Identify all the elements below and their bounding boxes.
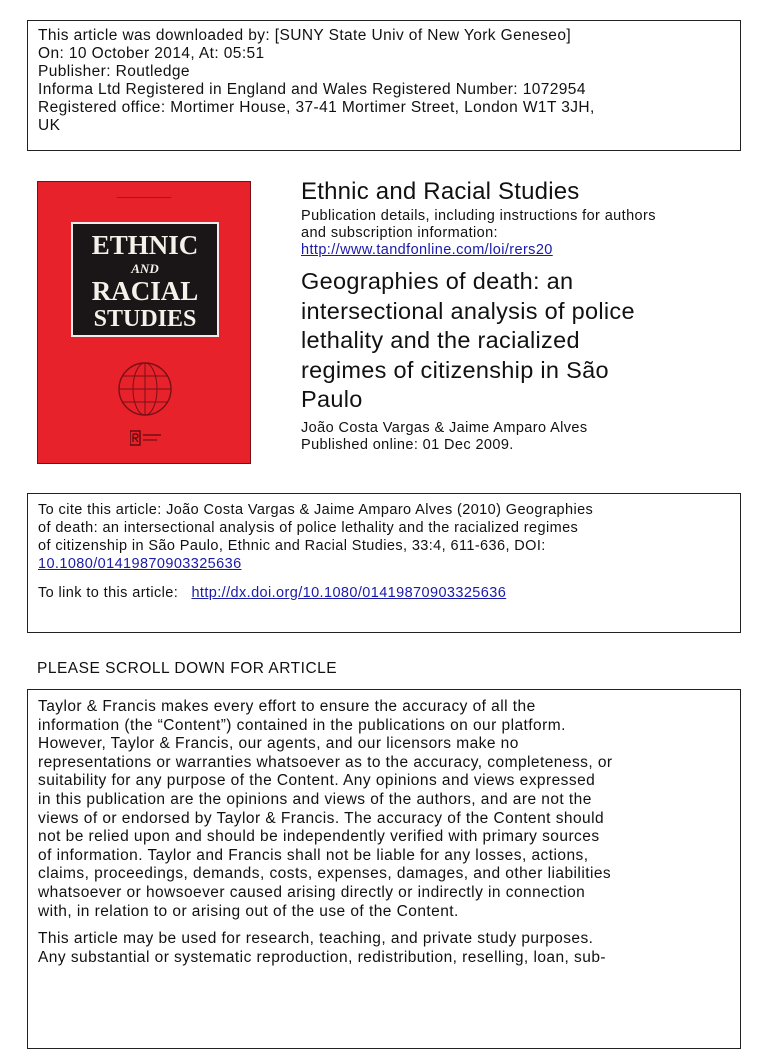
article-header: [301, 178, 741, 454]
download-line: Registered office: Mortimer House, 37-41 Mortimer Street, London W1T 3JH,: [38, 99, 595, 116]
disclaimer-line: Taylor & Francis makes every effort to ensure the accuracy of all the: [38, 698, 536, 715]
disclaimer-line: of information. Taylor and Francis shall not be liable for any losses, actions,: [38, 846, 589, 864]
article-link-label: To link to this article:: [38, 585, 179, 601]
disclaimer-line: claims, proceedings, demands, costs, expenses, damages, and other liabilities: [38, 865, 612, 883]
article-title-line: Paulo: [301, 386, 363, 412]
article-link-row: [38, 584, 730, 602]
download-line: On: 10 October 2014, At: 05:51: [38, 45, 265, 62]
article-title: [301, 267, 741, 415]
cover-title-line: AND: [131, 261, 159, 276]
publication-details-line: and subscription information:: [301, 225, 498, 241]
disclaimer-line: in this publication are the opinions and views of the authors, and are not the: [38, 790, 592, 808]
disclaimer-line: information (the “Content”) contained in the publications on our platform.: [38, 716, 566, 734]
download-line: UK: [38, 117, 61, 134]
publication-details: [301, 208, 741, 259]
disclaimer-paragraph: [38, 930, 730, 967]
disclaimer-box: [27, 689, 741, 1049]
publication-details-line: Publication details, including instructions for authors: [301, 208, 656, 224]
globe-icon: [116, 360, 174, 418]
journal-url-link[interactable]: http://www.tandfonline.com/loi/rers20: [301, 242, 553, 258]
authors: João Costa Vargas & Jaime Amparo Alves: [301, 419, 588, 436]
citation-line: of citizenship in São Paulo, Ethnic and Racial Studies, 33:4, 611-636, DOI:: [38, 538, 546, 554]
download-line: Publisher: Routledge: [38, 63, 190, 80]
download-notice-box: [27, 20, 741, 151]
download-line: This article was downloaded by: [SUNY State Univ of New York Geneseo]: [38, 27, 572, 44]
disclaimer-paragraph: [38, 698, 730, 921]
article-url-link[interactable]: http://dx.doi.org/10.1080/01419870903325636: [191, 585, 507, 601]
cover-title-panel: [71, 222, 219, 337]
disclaimer-line: suitability for any purpose of the Content. Any opinions and views expressed: [38, 772, 596, 790]
cover-volume-text: ───────────: [116, 194, 172, 202]
cover-title-line: RACIAL: [91, 276, 199, 306]
published-date: Published online: 01 Dec 2009.: [301, 436, 514, 453]
article-title-line: lethality and the racialized: [301, 327, 580, 353]
citation-line: To cite this article: João Costa Vargas & Jaime Amparo Alves (2010) Geographies: [38, 502, 594, 518]
article-title-line: Geographies of death: an: [301, 268, 574, 294]
disclaimer-line: representations or warranties whatsoever as to the accuracy, completeness, or: [38, 753, 613, 771]
journal-title: Ethnic and Racial Studies: [301, 178, 580, 205]
cover-title-line: ETHNIC: [91, 230, 199, 260]
disclaimer-line: whatsoever or howsoever caused arising directly or indirectly in connection: [38, 883, 586, 901]
disclaimer-line: However, Taylor & Francis, our agents, and our licensors make no: [38, 735, 519, 753]
disclaimer-line: not be relied upon and should be independently verified with primary sources: [38, 828, 600, 846]
publisher-logo-icon: [130, 430, 162, 446]
disclaimer-line: with, in relation to or arising out of the use of the Content.: [38, 902, 459, 920]
citation-box: [27, 493, 741, 633]
journal-cover-image: [37, 181, 251, 464]
scroll-notice: PLEASE SCROLL DOWN FOR ARTICLE: [37, 660, 338, 677]
doi-link[interactable]: 10.1080/01419870903325636: [38, 556, 242, 572]
disclaimer-line: This article may be used for research, teaching, and private study purposes.: [38, 930, 594, 948]
download-line: Informa Ltd Registered in England and Wales Registered Number: 1072954: [38, 81, 586, 98]
disclaimer-line: views of or endorsed by Taylor & Francis. The accuracy of the Content should: [38, 809, 605, 827]
citation-line: of death: an intersectional analysis of police lethality and the racialized regimes: [38, 520, 579, 536]
article-title-line: intersectional analysis of police: [301, 297, 635, 324]
author-info: [301, 420, 741, 454]
disclaimer-line: Any substantial or systematic reproduction, redistribution, reselling, loan, sub-: [38, 948, 607, 966]
article-title-line: regimes of citizenship in São: [301, 356, 609, 383]
cover-title-line: STUDIES: [93, 306, 197, 332]
